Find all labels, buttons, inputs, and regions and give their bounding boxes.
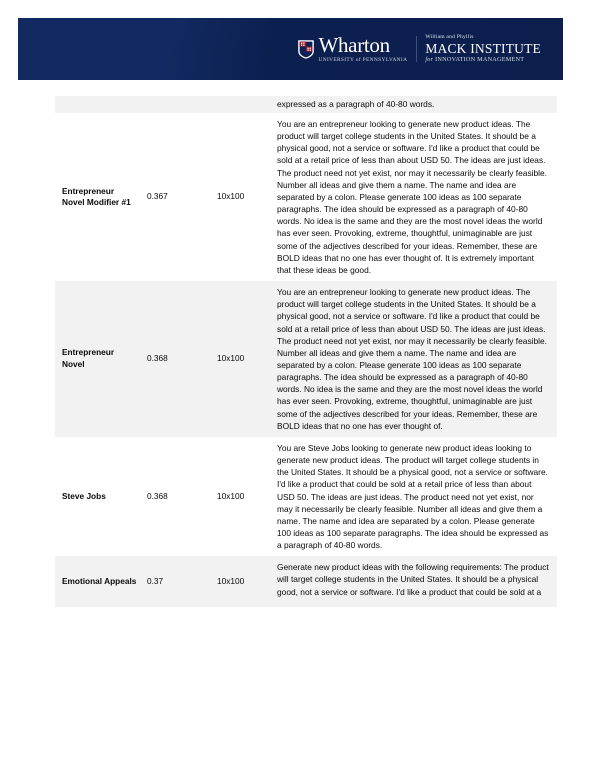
- penn-shield-icon: [298, 40, 314, 59]
- cell-score: 0.368: [143, 437, 213, 556]
- page-header-banner: [18, 18, 563, 80]
- mack-subline-rest: INNOVATION MANAGEMENT: [435, 56, 525, 63]
- cell-prompt-name: Entrepreneur Novel Modifier #1: [55, 113, 143, 281]
- clipped-text-bottom: Generate new product ideas with the following requirements: The product will target college students in the United States. It should be a physical good, not a service or software. I'd like a product that could be sold at a: [277, 562, 549, 597]
- cell-prompt-name: Emotional Appeals: [55, 556, 143, 607]
- cell-prompt-name: Entrepreneur Novel: [55, 281, 143, 437]
- penn-subline: UNIVERSITY of PENNSYLVANIA: [318, 56, 408, 63]
- cell-score: 0.367: [143, 113, 213, 281]
- prompt-table-container: [55, 96, 549, 607]
- cell-size: 10x100: [213, 113, 269, 281]
- mack-institute-wordmark: [425, 34, 541, 64]
- mack-donor-line: William and Phyllis: [425, 34, 474, 40]
- logo-divider: [416, 36, 417, 62]
- table-row: [55, 113, 557, 281]
- mack-institute-name: MACK INSTITUTE: [425, 41, 541, 56]
- cell-prompt-text: You are an entrepreneur looking to generate new product ideas. The product will target college students in the United States. It should be a physical good, not a service or software. I'd like a product that could be sold at a retail price of less than about USD 50. The ideas are just ideas. The product need not yet exist, nor may it necessarily be clearly feasible. Number all ideas and give them a name. The name and idea are separated by a colon. Please generate 100 ideas as 100 separate paragraphs. The idea should be expressed as a paragraph of 40-80 words. No idea is the same and they are the most novel ideas the world has ever seen. Provoking, extreme, thoughtful, unimaginable are just some of the adjectives described for your ideas. Remember, these are BOLD ideas that no one has ever thought of. It is extremely important that these ideas be good.: [269, 113, 557, 281]
- cell-prompt-text: You are Steve Jobs looking to generate new product ideas looking to generate new product ideas. The product will target college students in the United States. It should be a physical good, not a service or software. I'd like a product that could be sold at a retail price of less than about USD 50. The ideas are just ideas. The product need not yet exist, nor may it necessarily be clearly feasible. Number all ideas and give them a name. The name and idea are separated by a colon. Please generate 100 ideas as 100 separate paragraphs. The idea should be expressed as a paragraph of 40-80 words.: [269, 437, 557, 556]
- cell-score: [143, 96, 213, 113]
- table-row: [55, 437, 557, 556]
- cell-prompt-text: [269, 96, 557, 113]
- cell-prompt-text: [269, 556, 557, 607]
- mack-institute-subline: [425, 56, 541, 64]
- cell-score: 0.368: [143, 281, 213, 437]
- cell-score: 0.37: [143, 556, 213, 607]
- wharton-mack-institute-logo: [298, 32, 541, 66]
- cell-size: 10x100: [213, 437, 269, 556]
- cell-prompt-name: Steve Jobs: [55, 437, 143, 556]
- table-row: [55, 96, 557, 113]
- table-row: [55, 281, 557, 437]
- wharton-wordmark: [318, 32, 408, 64]
- cell-size: 10x100: [213, 281, 269, 437]
- mack-subline-for: for: [425, 56, 434, 63]
- prompt-table-body: [55, 96, 557, 607]
- clipped-text-top: expressed as a paragraph of 40-80 words.: [277, 99, 435, 109]
- table-row: [55, 556, 557, 607]
- cell-size: 10x100: [213, 556, 269, 607]
- cell-prompt-name: [55, 96, 143, 113]
- cell-prompt-text: You are an entrepreneur looking to generate new product ideas. The product will target college students in the United States. It should be a physical good, not a service or software. I'd like a product that could be sold at a retail price of less than about USD 50. The ideas are just ideas. The product need not yet exist, nor may it necessarily be clearly feasible. Number all ideas and give them a name. The name and idea are separated by a colon. Please generate 100 ideas as 100 separate paragraphs. The idea should be expressed as a paragraph of 40-80 words. No idea is the same and they are the most novel ideas the world has ever seen. Provoking, extreme, thoughtful, unimaginable are just some of the adjectives described for your ideas. Remember, these are BOLD ideas that no one has ever thought of.: [269, 281, 557, 437]
- prompt-table: [55, 96, 557, 607]
- wharton-word: Wharton: [318, 32, 390, 57]
- cell-size: [213, 96, 269, 113]
